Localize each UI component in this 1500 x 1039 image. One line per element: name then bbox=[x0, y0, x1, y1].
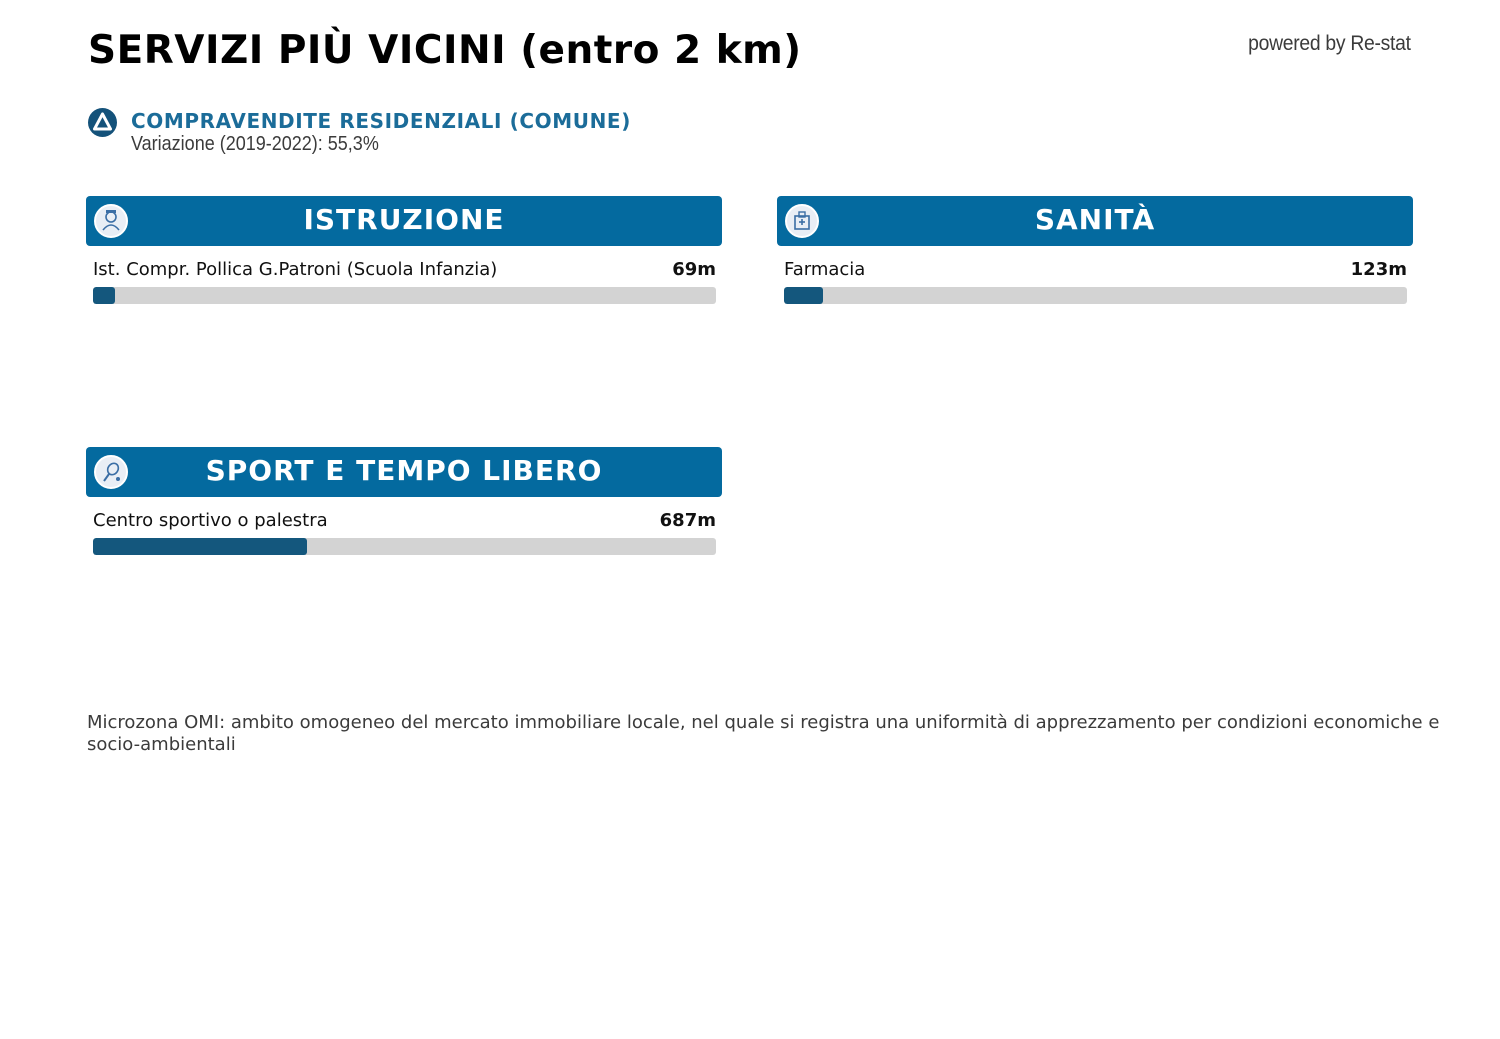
service-distance: 123m bbox=[1350, 259, 1407, 280]
section-title: SPORT E TEMPO LIBERO bbox=[205, 454, 603, 487]
service-name: Farmacia bbox=[784, 259, 866, 280]
list-item bbox=[93, 508, 716, 556]
section-sport bbox=[86, 447, 722, 556]
distance-bar-fill bbox=[93, 287, 115, 304]
distance-bar-fill bbox=[784, 287, 823, 304]
section-istruzione bbox=[86, 196, 722, 305]
footnote: Microzona OMI: ambito omogeneo del mercato immobiliare locale, nel quale si registra una uniformità di apprezzamento per condizioni economiche e socio-ambientali bbox=[87, 712, 1440, 755]
service-name: Ist. Compr. Pollica G.Patroni (Scuola Infanzia) bbox=[93, 259, 498, 280]
section-header bbox=[86, 447, 722, 497]
stat-variation: Variazione (2019-2022): 55,3% bbox=[131, 133, 379, 155]
section-title: ISTRUZIONE bbox=[303, 203, 505, 236]
list-item bbox=[784, 257, 1407, 305]
stat-title: COMPRAVENDITE RESIDENZIALI (COMUNE) bbox=[131, 109, 631, 133]
distance-bar bbox=[784, 287, 1407, 304]
service-name: Centro sportivo o palestra bbox=[93, 510, 328, 531]
section-sanita bbox=[777, 196, 1413, 305]
section-title: SANITÀ bbox=[1034, 203, 1156, 236]
section-header bbox=[777, 196, 1413, 246]
service-distance: 69m bbox=[672, 259, 716, 280]
distance-bar bbox=[93, 538, 716, 555]
list-item bbox=[93, 257, 716, 305]
service-distance: 687m bbox=[659, 510, 716, 531]
distance-bar bbox=[93, 287, 716, 304]
distance-bar-fill bbox=[93, 538, 307, 555]
section-header bbox=[86, 196, 722, 246]
page-title: SERVIZI PIÙ VICINI (entro 2 km) bbox=[88, 28, 802, 73]
powered-by-label: powered by Re-stat bbox=[1248, 32, 1411, 55]
triangle-up-icon bbox=[88, 108, 117, 137]
